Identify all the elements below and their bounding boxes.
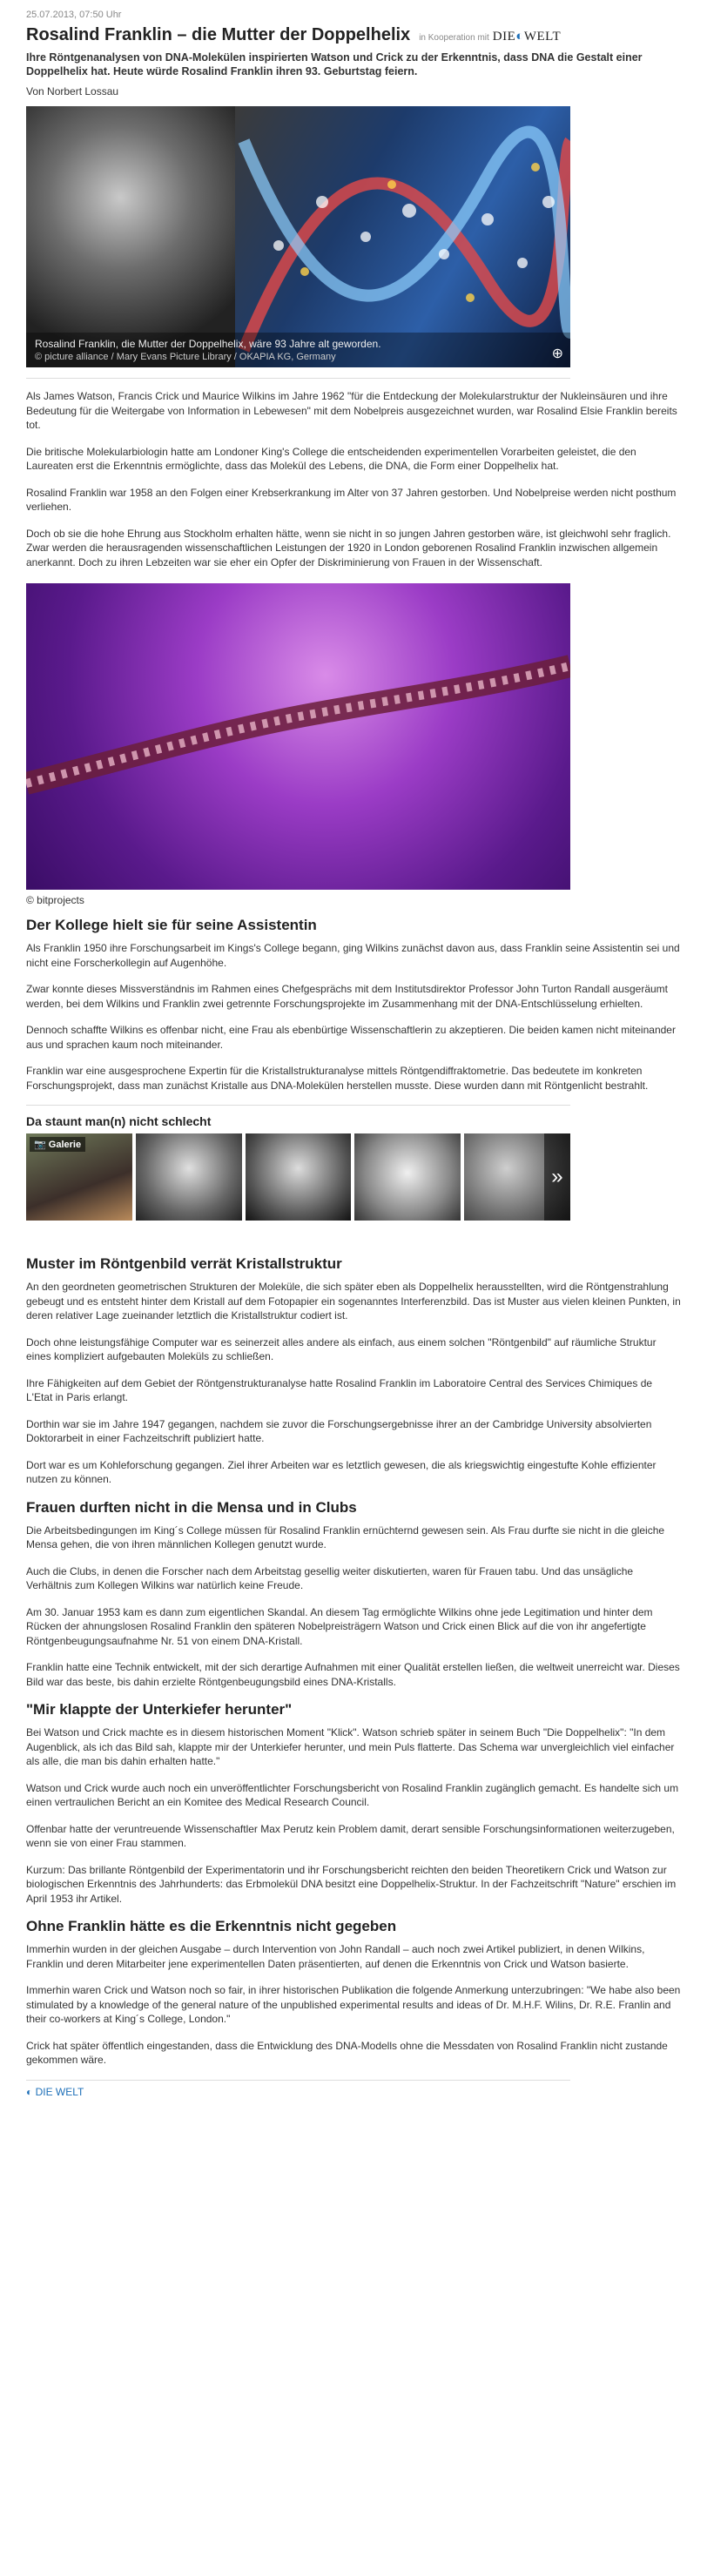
paragraph: Rosalind Franklin war 1958 an den Folgen einer Krebserkrankung im Alter von 37 Jahren gestorben. Und Nobelpreise werden nicht posthum verliehen. xyxy=(26,486,677,513)
zoom-icon[interactable]: ⊕ xyxy=(551,346,563,361)
intro-text xyxy=(26,389,681,569)
paragraph: Bei Watson und Crick machte es in diesem historischen Moment "Klick". Watson schrieb später in seinem Buch "Die Doppelhelix": "In dem Augenblick, als ich das Bild sah, klappte mir der Unterkiefer herunter, und mein Puls flatterte. Das Schema war unvergleichlich viel einfacher als alle, die man bis dahin erhalten hatte." xyxy=(26,1726,675,1767)
hero-image[interactable] xyxy=(26,106,570,367)
hero-credit: © picture alliance / Mary Evans Picture Library / OKAPIA KG, Germany xyxy=(35,352,336,362)
paragraph: Als James Watson, Francis Crick und Maurice Wilkins im Jahre 1962 "für die Entdeckung der Molekularstruktur der Nukleinsäuren und ihre Bedeutung für die Weitergabe von Information in Lebewesen" mit dem Nobelpreis ausgezeichnet wurden, war Rosalind Elsie Franklin bereits tot. xyxy=(26,390,677,431)
section-text xyxy=(26,1942,681,2068)
gallery-thumb[interactable] xyxy=(464,1133,570,1221)
paragraph: Dennoch schaffte Wilkins es offenbar nicht, eine Frau als ebenbürtige Wissenschaftlerin zu akzeptieren. Die beiden kamen nicht miteinander aus und sprachen kaum noch miteinander. xyxy=(26,1024,676,1051)
article-date: 25.07.2013, 07:50 Uhr xyxy=(26,10,122,20)
paragraph: Franklin war eine ausgesprochene Expertin für die Kristallstrukturanalyse mittels Röntgendiffraktometrie. Das bedeutete im konkreten Forschungsprojekt, dass man zunächst Kristalle aus DNA-Molekülen herstellen musste. Diese wurden dann mit Röntgenlicht bestrahlt. xyxy=(26,1065,649,1092)
hero-caption-box xyxy=(26,333,570,367)
paragraph: Auch die Clubs, in denen die Forscher nach dem Arbeitstag gesellig weiter diskutierten, waren für Frauen tabu. Und das unsägliche Verhältnis zum Kollegen Wilkins war natürlich keine Freude. xyxy=(26,1564,634,1591)
paragraph: Dort war es um Kohleforschung gegangen. Ziel ihrer Arbeiten war es letztlich gewesen, die als kriegswichtig eingestufte Kohle effizienter nutzen zu können. xyxy=(26,1458,656,1485)
gallery-thumb[interactable] xyxy=(26,1133,132,1221)
section-text xyxy=(26,1725,681,1906)
paragraph: Die Arbeitsbedingungen im King´s College müssen für Rosalind Franklin ernüchternd gewesen sein. Als Frau durfte sie nicht in die gleiche Mensa gehen, die von ihren männlichen Kollegen genutzt wurde. xyxy=(26,1523,665,1550)
section-heading: Der Kollege hielt sie für seine Assistentin xyxy=(26,917,317,933)
paragraph: Watson und Crick wurde auch noch ein unveröffentlichter Forschungsbericht von Rosalind Franklin zugänglich gemacht. Es handelte sich um einen vertraulichen Bericht an ein Komitee des Medical Research Council. xyxy=(26,1781,679,1808)
gallery-strip[interactable] xyxy=(26,1133,570,1221)
divider xyxy=(26,378,570,379)
paragraph: An den geordneten geometrischen Strukturen der Moleküle, die sich später eben als Doppelhelix herausstellten, wird die Röntgenstrahlung gebeugt und es entsteht hinter dem Kristall auf dem Fotopapier ein sogenanntes Interferenzbild. Das ist Muster aus vielen kleinen Punkten, in deren relativer Lage zueinander letztlich die Kristallstruktur codiert ist. xyxy=(26,1281,681,1322)
section-text xyxy=(26,941,681,1093)
divider xyxy=(26,1105,570,1106)
section-heading: Frauen durften nicht in die Mensa und in Clubs xyxy=(26,1498,357,1516)
title-row xyxy=(26,25,681,45)
franklin-photo xyxy=(26,106,235,367)
article-author: Von Norbert Lossau xyxy=(26,85,119,98)
paragraph: Doch ob sie die hohe Ehrung aus Stockholm erhalten hätte, wenn sie nicht in so jungen Jahren gestorben wäre, ist gleichwohl sehr fraglich. Zwar werden die herausragenden wissenschaftlichen Leistungen der 1920 in London geborenen Rosalind Franklin inzwischen allgemein anerkannt. Doch zu ihren Lebzeiten war sie eher ein Opfer der Diskriminierung von Frauen in der Wissenschaft. xyxy=(26,527,671,568)
paragraph: Als Franklin 1950 ihre Forschungsarbeit im Kings's College begann, ging Wilkins zunächst davon aus, dass Franklin seine Assistentin sei und nicht eine Forscherkollegin auf Augenhöhe. xyxy=(26,942,680,969)
paragraph: Kurzum: Das brillante Röntgenbild der Experimentatorin und ihr Forschungsbericht reichten den beiden Theoretikern Crick und Watson zur biologischen Erkenntnis des Jahrhunderts: das Erbmolekül DNA besitzt eine Doppelhelix-Struktur. In der Fachzeitschrift "Nature" erschien im April 1953 ihr Artikel. xyxy=(26,1863,677,1905)
gallery-label[interactable]: 📷 Galerie xyxy=(30,1137,85,1152)
section-heading: Muster im Röntgenbild verrät Kristallstruktur xyxy=(26,1255,342,1272)
paragraph: Zwar konnte dieses Missverständnis im Rahmen eines Chefgesprächs mit dem Institutsdirektor Professor John Turton Randall ausgeräumt werden, bei dem Wilkins und Franklin zwei getrennte Forschungsprojekte im Zusammenhang mit der DNA-Entschlüsselung erhielten. xyxy=(26,983,668,1010)
dna-strand-image[interactable] xyxy=(26,583,570,890)
paragraph: Crick hat später öffentlich eingestanden, dass die Entwicklung des DNA-Modells ohne die Messdaten von Rosalind Franklin nicht zustande gekommen wäre. xyxy=(26,2039,668,2066)
paragraph: Am 30. Januar 1953 kam es dann zum eigentlichen Skandal. An diesem Tag ermöglichte Wilkins ohne jede Legitimation und hinter dem Rücken der ahnungslosen Rosalind Franklin den späteren Nobelpreisträgern Watson und Crick einen Blick auf die von ihr angefertigte Röntgenbeugungsaufnahme Nr. 51 von einem DNA-Kristall. xyxy=(26,1605,653,1647)
next-arrow-icon[interactable]: » xyxy=(544,1133,570,1221)
paragraph: Franklin hatte eine Technik entwickelt, mit der sich derartige Aufnahmen mit einer Qualität erstellen ließen, die weltweit unerreicht war. Dieses Bild war das beste, bis dahin erzielte Röntgenbeugungsbild eines DNA-Kristalls. xyxy=(26,1661,680,1688)
gallery-thumb[interactable] xyxy=(136,1133,242,1221)
die-welt-logo[interactable]: DIE◐WELT xyxy=(492,30,562,44)
paragraph: Immerhin waren Crick und Watson noch so fair, in ihrer historischen Publikation die folgende Anmerkung unterzubringen: "We habe also been stimulated by a knowledge of the general nature of the unpublished experimental results and ideas of Dr. M.H.F. Wilins, Dr. R.E. Franlin and their co-workers at King´s College, London." xyxy=(26,1984,681,2025)
hero-figure[interactable] xyxy=(26,106,570,367)
paragraph: Immerhin wurden in der gleichen Ausgabe – durch Intervention von John Randall – auch noch zwei Artikel publiziert, in denen Wilkins, Franklin und deren Mitarbeiter jene experimentellen Daten präsentierten, auf denen die Erkenntnis von Crick und Watson basierte. xyxy=(26,1943,645,1970)
cooperation-label: in Kooperation mit xyxy=(419,33,489,43)
gallery-thumb[interactable] xyxy=(354,1133,461,1221)
paragraph: Ihre Fähigkeiten auf dem Gebiet der Röntgenstrukturanalyse hatte Rosalind Franklin im Laboratoire Central des Services Chimiques de L'Etat in Paris erlangt. xyxy=(26,1376,653,1403)
paragraph: Dorthin war sie im Jahre 1947 gegangen, nachdem sie zuvor die Forschungsergebnisse ihrer an der Cambridge University absolvierten Doktorarbeit in einer Fachzeitschrift publiziert hatte. xyxy=(26,1417,652,1444)
hero-caption: Rosalind Franklin, die Mutter der Doppelhelix, wäre 93 Jahre alt geworden. xyxy=(35,338,381,350)
gallery-heading: Da staunt man(n) nicht schlecht xyxy=(26,1114,212,1128)
article-lead: Ihre Röntgenanalysen von DNA-Molekülen inspirierten Watson und Crick zu der Erkenntnis, dass DNA die Gestalt einer Doppelhelix hat. Heute würde Rosalind Franklin ihren 93. Geburtstag feiern. xyxy=(26,51,643,77)
footer-die-welt-logo[interactable]: ◐ DIE WELT xyxy=(26,2085,84,2098)
image-credit: © bitprojects xyxy=(26,894,84,906)
paragraph: Die britische Molekularbiologin hatte am Londoner King's College die entscheidenden experimentellen Vorarbeiten geleistet, die den Laureaten erst die Erkenntnis ermöglichte, dass das Molekül des Lebens, die DNA, die Form einer Doppelhelix hat. xyxy=(26,445,636,472)
section-text xyxy=(26,1523,681,1690)
section-heading: Ohne Franklin hätte es die Erkenntnis nicht gegeben xyxy=(26,1918,397,1934)
section-text xyxy=(26,1280,681,1487)
article xyxy=(26,0,681,2098)
dna-helix-illustration xyxy=(226,106,570,367)
article-title: Rosalind Franklin – die Mutter der Doppelhelix xyxy=(26,25,411,44)
dna-strand-illustration xyxy=(26,583,570,890)
paragraph: Doch ohne leistungsfähige Computer war es seinerzeit alles andere als einfach, aus einem solchen "Röntgenbild" auf räumliche Struktur eines kompliziert aufgebauten Moleküls zu schließen. xyxy=(26,1335,656,1362)
paragraph: Offenbar hatte der veruntreuende Wissenschaftler Max Perutz kein Problem damit, derart sensible Forschungsinformationen weiterzugeben, wenn sie von einer Frau stammen. xyxy=(26,1822,675,1849)
gallery-thumb[interactable] xyxy=(246,1133,352,1221)
section-heading: "Mir klappte der Unterkiefer herunter" xyxy=(26,1701,293,1718)
divider xyxy=(26,2080,570,2081)
